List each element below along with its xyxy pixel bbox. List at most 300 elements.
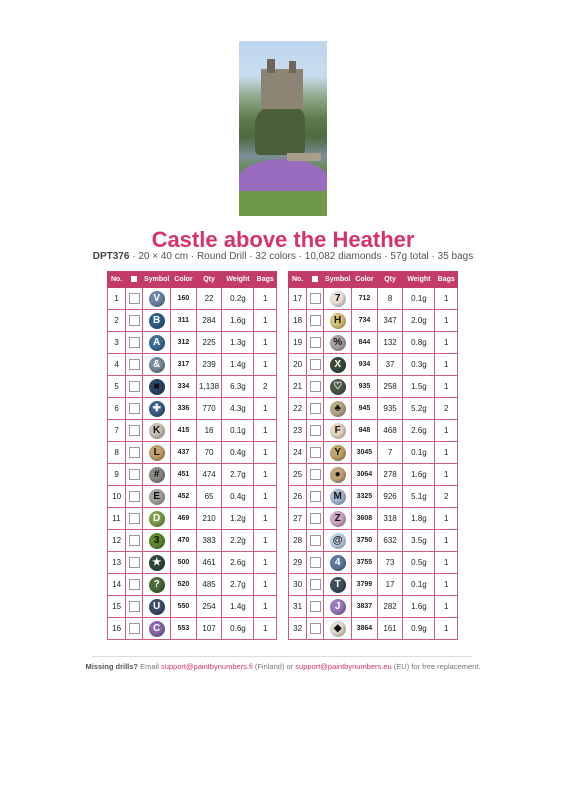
row-color-code: 317 bbox=[171, 354, 197, 376]
row-bags: 1 bbox=[254, 552, 277, 574]
row-check-cell bbox=[126, 354, 143, 376]
row-color-code: 500 bbox=[171, 552, 197, 574]
drill-symbol: ● bbox=[330, 467, 346, 483]
row-check-cell bbox=[126, 398, 143, 420]
row-color-code: 712 bbox=[352, 288, 378, 310]
row-number: 16 bbox=[108, 618, 126, 640]
collected-checkbox[interactable] bbox=[310, 535, 321, 546]
row-check-cell bbox=[307, 310, 324, 332]
row-number: 2 bbox=[108, 310, 126, 332]
row-qty: 461 bbox=[196, 552, 222, 574]
drill-symbol: C bbox=[149, 621, 165, 637]
drill-symbol: ★ bbox=[149, 555, 165, 571]
color-table-left bbox=[107, 271, 277, 640]
row-color-code: 311 bbox=[171, 310, 197, 332]
row-symbol-cell bbox=[324, 376, 352, 398]
collected-checkbox[interactable] bbox=[310, 337, 321, 348]
footer-lead: Missing drills? bbox=[85, 662, 139, 671]
row-color-code: 550 bbox=[171, 596, 197, 618]
color-table-right bbox=[288, 271, 458, 640]
collected-checkbox[interactable] bbox=[129, 491, 140, 502]
preview-grass bbox=[239, 191, 327, 216]
row-check-cell bbox=[307, 420, 324, 442]
drill-symbol: 3 bbox=[149, 533, 165, 549]
row-check-cell bbox=[307, 552, 324, 574]
row-check-cell bbox=[126, 376, 143, 398]
row-weight: 6.3g bbox=[222, 376, 254, 398]
row-qty: 318 bbox=[377, 508, 403, 530]
row-check-cell bbox=[126, 310, 143, 332]
row-number: 6 bbox=[108, 398, 126, 420]
row-number: 9 bbox=[108, 464, 126, 486]
row-check-cell bbox=[307, 596, 324, 618]
table-row bbox=[108, 442, 277, 464]
row-weight: 5.2g bbox=[403, 398, 435, 420]
drill-symbol: ■ bbox=[149, 379, 165, 395]
table-row bbox=[289, 288, 458, 310]
row-symbol-cell bbox=[143, 442, 171, 464]
row-weight: 0.6g bbox=[222, 618, 254, 640]
row-weight: 0.1g bbox=[403, 574, 435, 596]
row-symbol-cell bbox=[143, 552, 171, 574]
row-color-code: 3325 bbox=[352, 486, 378, 508]
drill-symbol: U bbox=[149, 599, 165, 615]
row-qty: 132 bbox=[377, 332, 403, 354]
row-symbol-cell bbox=[143, 508, 171, 530]
row-color-code: 734 bbox=[352, 310, 378, 332]
row-bags: 1 bbox=[435, 508, 458, 530]
table-row bbox=[108, 376, 277, 398]
row-symbol-cell bbox=[324, 508, 352, 530]
row-number: 20 bbox=[289, 354, 307, 376]
email-link-fi[interactable]: support@paintbynumbers.fi bbox=[160, 662, 253, 671]
row-weight: 1.2g bbox=[222, 508, 254, 530]
row-check-cell bbox=[126, 288, 143, 310]
row-number: 29 bbox=[289, 552, 307, 574]
row-symbol-cell bbox=[143, 288, 171, 310]
collected-checkbox[interactable] bbox=[129, 293, 140, 304]
drill-symbol: M bbox=[330, 489, 346, 505]
row-symbol-cell bbox=[324, 552, 352, 574]
row-weight: 5.1g bbox=[403, 486, 435, 508]
row-symbol-cell bbox=[324, 486, 352, 508]
row-weight: 2.7g bbox=[222, 574, 254, 596]
collected-checkbox[interactable] bbox=[129, 359, 140, 370]
header-no: No. bbox=[108, 272, 126, 288]
row-bags: 1 bbox=[254, 464, 277, 486]
drill-symbol: % bbox=[330, 335, 346, 351]
row-check-cell bbox=[126, 332, 143, 354]
row-number: 15 bbox=[108, 596, 126, 618]
drill-symbol: 4 bbox=[330, 555, 346, 571]
row-color-code: 334 bbox=[171, 376, 197, 398]
header-qty: Qty bbox=[377, 272, 403, 288]
header-color: Color bbox=[352, 272, 378, 288]
drill-symbol: D bbox=[149, 511, 165, 527]
footer-text: (EU) for free replacement. bbox=[391, 662, 481, 671]
row-qty: 225 bbox=[196, 332, 222, 354]
row-qty: 1,138 bbox=[196, 376, 222, 398]
row-weight: 0.4g bbox=[222, 486, 254, 508]
table-row bbox=[108, 596, 277, 618]
collected-checkbox[interactable] bbox=[310, 557, 321, 568]
row-weight: 0.3g bbox=[403, 354, 435, 376]
table-row bbox=[289, 486, 458, 508]
row-symbol-cell bbox=[143, 354, 171, 376]
collected-checkbox[interactable] bbox=[310, 469, 321, 480]
table-header-row bbox=[289, 272, 458, 288]
drill-symbol: B bbox=[149, 313, 165, 329]
row-qty: 22 bbox=[196, 288, 222, 310]
row-check-cell bbox=[307, 464, 324, 486]
drill-symbol: Z bbox=[330, 511, 346, 527]
row-color-code: 3750 bbox=[352, 530, 378, 552]
drill-symbol: ♣ bbox=[330, 401, 346, 417]
row-color-code: 469 bbox=[171, 508, 197, 530]
table-row bbox=[108, 288, 277, 310]
preview-castle bbox=[261, 69, 303, 109]
row-bags: 2 bbox=[435, 486, 458, 508]
collected-checkbox[interactable] bbox=[129, 601, 140, 612]
collected-checkbox[interactable] bbox=[310, 623, 321, 634]
collected-checkbox[interactable] bbox=[310, 403, 321, 414]
collected-checkbox[interactable] bbox=[129, 535, 140, 546]
row-symbol-cell bbox=[324, 354, 352, 376]
collected-checkbox[interactable] bbox=[129, 425, 140, 436]
row-weight: 1.6g bbox=[403, 596, 435, 618]
row-bags: 1 bbox=[254, 486, 277, 508]
row-check-cell bbox=[126, 442, 143, 464]
drill-symbol: 7 bbox=[330, 291, 346, 307]
row-qty: 70 bbox=[196, 442, 222, 464]
table-row bbox=[108, 332, 277, 354]
drill-symbol: H bbox=[330, 313, 346, 329]
footer-text: (Finland) or bbox=[252, 662, 296, 671]
header-symbol: Symbol bbox=[324, 272, 352, 288]
drill-symbol: @ bbox=[330, 533, 346, 549]
table-row bbox=[108, 354, 277, 376]
row-color-code: 3045 bbox=[352, 442, 378, 464]
row-check-cell bbox=[307, 508, 324, 530]
drill-symbol: ◆ bbox=[330, 621, 346, 637]
row-symbol-cell bbox=[324, 310, 352, 332]
row-check-cell bbox=[126, 618, 143, 640]
row-qty: 935 bbox=[377, 398, 403, 420]
row-check-cell bbox=[126, 420, 143, 442]
collected-checkbox[interactable] bbox=[129, 513, 140, 524]
row-check-cell bbox=[307, 530, 324, 552]
row-bags: 1 bbox=[435, 310, 458, 332]
table-row bbox=[289, 508, 458, 530]
drill-symbol: # bbox=[149, 467, 165, 483]
row-weight: 2.2g bbox=[222, 530, 254, 552]
row-bags: 1 bbox=[254, 574, 277, 596]
preview-cliff bbox=[255, 105, 305, 155]
row-bags: 1 bbox=[435, 332, 458, 354]
row-check-cell bbox=[126, 596, 143, 618]
row-bags: 1 bbox=[254, 420, 277, 442]
row-check-cell bbox=[126, 574, 143, 596]
footer-text: Email bbox=[138, 662, 161, 671]
row-weight: 1.8g bbox=[403, 508, 435, 530]
row-weight: 0.9g bbox=[403, 618, 435, 640]
row-weight: 0.4g bbox=[222, 442, 254, 464]
row-color-code: 160 bbox=[171, 288, 197, 310]
collected-checkbox[interactable] bbox=[129, 381, 140, 392]
table-row bbox=[108, 310, 277, 332]
row-check-cell bbox=[307, 354, 324, 376]
collected-checkbox[interactable] bbox=[310, 447, 321, 458]
row-bags: 1 bbox=[254, 332, 277, 354]
row-bags: 1 bbox=[435, 420, 458, 442]
table-header-row bbox=[108, 272, 277, 288]
row-color-code: 3608 bbox=[352, 508, 378, 530]
row-qty: 282 bbox=[377, 596, 403, 618]
row-symbol-cell bbox=[324, 288, 352, 310]
row-qty: 7 bbox=[377, 442, 403, 464]
row-number: 18 bbox=[289, 310, 307, 332]
row-symbol-cell bbox=[143, 420, 171, 442]
collected-checkbox[interactable] bbox=[310, 513, 321, 524]
row-weight: 2.7g bbox=[222, 464, 254, 486]
collected-checkbox[interactable] bbox=[310, 491, 321, 502]
drill-symbol: V bbox=[149, 291, 165, 307]
row-number: 21 bbox=[289, 376, 307, 398]
table-row bbox=[289, 618, 458, 640]
row-qty: 8 bbox=[377, 288, 403, 310]
table-row bbox=[108, 618, 277, 640]
drill-symbol: ? bbox=[149, 577, 165, 593]
row-number: 3 bbox=[108, 332, 126, 354]
row-weight: 4.3g bbox=[222, 398, 254, 420]
table-row bbox=[289, 464, 458, 486]
row-bags: 1 bbox=[435, 552, 458, 574]
collected-checkbox[interactable] bbox=[129, 469, 140, 480]
header-bags: Bags bbox=[435, 272, 458, 288]
row-weight: 2.6g bbox=[222, 552, 254, 574]
row-weight: 3.5g bbox=[403, 530, 435, 552]
row-bags: 1 bbox=[254, 398, 277, 420]
collected-checkbox[interactable] bbox=[310, 359, 321, 370]
row-bags: 1 bbox=[435, 288, 458, 310]
row-weight: 0.1g bbox=[403, 288, 435, 310]
row-qty: 632 bbox=[377, 530, 403, 552]
collected-checkbox[interactable] bbox=[310, 601, 321, 612]
page-title: Castle above the Heather bbox=[151, 227, 415, 252]
collected-checkbox[interactable] bbox=[310, 293, 321, 304]
row-color-code: 415 bbox=[171, 420, 197, 442]
row-bags: 1 bbox=[435, 596, 458, 618]
table-row bbox=[108, 552, 277, 574]
drill-symbol: ♡ bbox=[330, 379, 346, 395]
row-color-code: 336 bbox=[171, 398, 197, 420]
row-number: 8 bbox=[108, 442, 126, 464]
row-color-code: 934 bbox=[352, 354, 378, 376]
row-check-cell bbox=[307, 486, 324, 508]
footer-divider bbox=[92, 656, 472, 657]
table-row bbox=[289, 552, 458, 574]
row-number: 24 bbox=[289, 442, 307, 464]
row-color-code: 945 bbox=[352, 398, 378, 420]
row-check-cell bbox=[307, 288, 324, 310]
row-number: 26 bbox=[289, 486, 307, 508]
row-qty: 254 bbox=[196, 596, 222, 618]
row-weight: 2.6g bbox=[403, 420, 435, 442]
row-symbol-cell bbox=[143, 618, 171, 640]
header-qty: Qty bbox=[196, 272, 222, 288]
row-qty: 926 bbox=[377, 486, 403, 508]
header-weight: Weight bbox=[403, 272, 435, 288]
collected-checkbox[interactable] bbox=[129, 337, 140, 348]
row-color-code: 451 bbox=[171, 464, 197, 486]
table-row bbox=[289, 398, 458, 420]
collected-checkbox[interactable] bbox=[129, 623, 140, 634]
header-check bbox=[307, 272, 324, 288]
table-row bbox=[289, 574, 458, 596]
table-row bbox=[108, 420, 277, 442]
row-qty: 383 bbox=[196, 530, 222, 552]
row-qty: 278 bbox=[377, 464, 403, 486]
row-symbol-cell bbox=[143, 464, 171, 486]
drill-symbol: K bbox=[149, 423, 165, 439]
header-color: Color bbox=[171, 272, 197, 288]
table-row bbox=[108, 398, 277, 420]
row-number: 17 bbox=[289, 288, 307, 310]
row-color-code: 470 bbox=[171, 530, 197, 552]
row-number: 14 bbox=[108, 574, 126, 596]
table-row bbox=[108, 508, 277, 530]
row-check-cell bbox=[307, 442, 324, 464]
table-row bbox=[108, 486, 277, 508]
collected-checkbox[interactable] bbox=[310, 315, 321, 326]
pattern-preview-image bbox=[239, 41, 327, 216]
row-bags: 1 bbox=[254, 596, 277, 618]
row-check-cell bbox=[126, 508, 143, 530]
row-symbol-cell bbox=[324, 420, 352, 442]
header-no: No. bbox=[289, 272, 307, 288]
collected-checkbox[interactable] bbox=[129, 447, 140, 458]
row-color-code: 3864 bbox=[352, 618, 378, 640]
row-weight: 1.6g bbox=[403, 464, 435, 486]
drill-symbol: E bbox=[149, 489, 165, 505]
row-color-code: 553 bbox=[171, 618, 197, 640]
row-weight: 0.8g bbox=[403, 332, 435, 354]
row-number: 30 bbox=[289, 574, 307, 596]
drill-symbol: T bbox=[330, 577, 346, 593]
row-qty: 258 bbox=[377, 376, 403, 398]
collected-checkbox[interactable] bbox=[310, 579, 321, 590]
row-symbol-cell bbox=[143, 332, 171, 354]
row-color-code: 520 bbox=[171, 574, 197, 596]
row-qty: 474 bbox=[196, 464, 222, 486]
row-weight: 2.0g bbox=[403, 310, 435, 332]
row-number: 13 bbox=[108, 552, 126, 574]
row-check-cell bbox=[307, 574, 324, 596]
row-weight: 0.5g bbox=[403, 552, 435, 574]
header-bags: Bags bbox=[254, 272, 277, 288]
row-check-cell bbox=[307, 376, 324, 398]
row-qty: 468 bbox=[377, 420, 403, 442]
row-number: 27 bbox=[289, 508, 307, 530]
row-color-code: 437 bbox=[171, 442, 197, 464]
row-symbol-cell bbox=[143, 398, 171, 420]
row-symbol-cell bbox=[324, 332, 352, 354]
row-check-cell bbox=[307, 332, 324, 354]
drill-symbol: Y bbox=[330, 445, 346, 461]
row-qty: 107 bbox=[196, 618, 222, 640]
table-row bbox=[289, 442, 458, 464]
collected-checkbox[interactable] bbox=[310, 381, 321, 392]
row-symbol-cell bbox=[324, 442, 352, 464]
table-row bbox=[289, 530, 458, 552]
row-color-code: 3064 bbox=[352, 464, 378, 486]
row-bags: 1 bbox=[435, 574, 458, 596]
collected-checkbox[interactable] bbox=[310, 425, 321, 436]
collected-checkbox[interactable] bbox=[129, 579, 140, 590]
collected-checkbox[interactable] bbox=[129, 403, 140, 414]
row-check-cell bbox=[126, 552, 143, 574]
table-row bbox=[108, 530, 277, 552]
row-check-cell bbox=[126, 530, 143, 552]
product-details: · 20 × 40 cm · Round Drill · 32 colors · 10,082 diamonds · 57g total · 35 bags bbox=[129, 251, 474, 262]
table-row bbox=[289, 332, 458, 354]
drill-symbol: F bbox=[330, 423, 346, 439]
row-number: 32 bbox=[289, 618, 307, 640]
row-color-code: 935 bbox=[352, 376, 378, 398]
row-number: 5 bbox=[108, 376, 126, 398]
row-number: 23 bbox=[289, 420, 307, 442]
row-weight: 1.3g bbox=[222, 332, 254, 354]
row-number: 7 bbox=[108, 420, 126, 442]
row-color-code: 3837 bbox=[352, 596, 378, 618]
row-check-cell bbox=[307, 618, 324, 640]
row-number: 10 bbox=[108, 486, 126, 508]
row-weight: 0.2g bbox=[222, 288, 254, 310]
row-qty: 17 bbox=[377, 574, 403, 596]
collected-checkbox[interactable] bbox=[129, 315, 140, 326]
row-check-cell bbox=[307, 398, 324, 420]
row-symbol-cell bbox=[324, 618, 352, 640]
row-bags: 1 bbox=[254, 310, 277, 332]
table-row bbox=[289, 354, 458, 376]
row-number: 31 bbox=[289, 596, 307, 618]
drill-symbol: X bbox=[330, 357, 346, 373]
row-symbol-cell bbox=[143, 310, 171, 332]
drill-symbol: A bbox=[149, 335, 165, 351]
page-subtitle bbox=[0, 251, 566, 262]
collected-checkbox[interactable] bbox=[129, 557, 140, 568]
row-qty: 770 bbox=[196, 398, 222, 420]
header-check bbox=[126, 272, 143, 288]
row-qty: 347 bbox=[377, 310, 403, 332]
preview-tower bbox=[289, 61, 296, 73]
row-number: 28 bbox=[289, 530, 307, 552]
row-symbol-cell bbox=[324, 530, 352, 552]
row-number: 1 bbox=[108, 288, 126, 310]
row-bags: 1 bbox=[435, 618, 458, 640]
header-symbol: Symbol bbox=[143, 272, 171, 288]
row-weight: 0.1g bbox=[222, 420, 254, 442]
table-row bbox=[108, 574, 277, 596]
row-weight: 0.1g bbox=[403, 442, 435, 464]
row-symbol-cell bbox=[324, 398, 352, 420]
header-checkbox-icon bbox=[312, 276, 318, 282]
row-weight: 1.6g bbox=[222, 310, 254, 332]
email-link-eu[interactable]: support@paintbynumbers.eu bbox=[295, 662, 392, 671]
row-symbol-cell bbox=[143, 486, 171, 508]
row-symbol-cell bbox=[324, 464, 352, 486]
row-qty: 210 bbox=[196, 508, 222, 530]
